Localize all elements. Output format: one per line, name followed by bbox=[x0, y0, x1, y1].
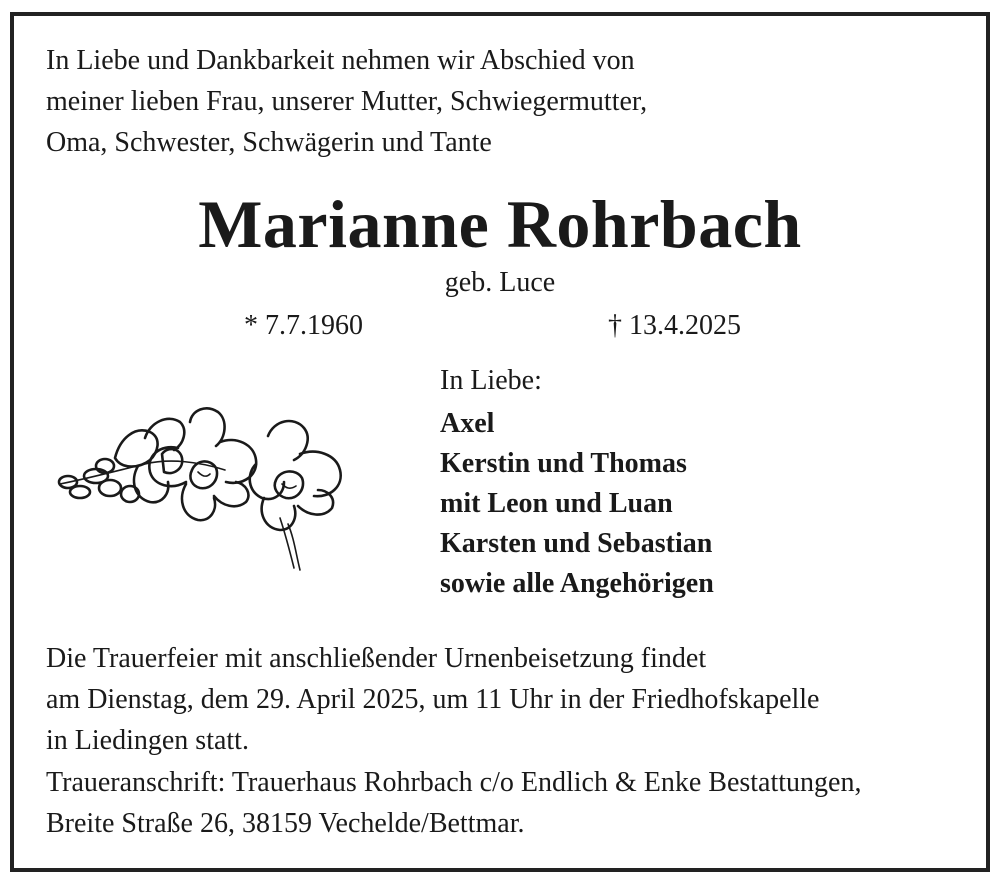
death-date: † 13.4.2025 bbox=[608, 310, 741, 341]
intro-line: Oma, Schwester, Schwägerin und Tante bbox=[46, 127, 492, 158]
mourners-list bbox=[440, 404, 714, 604]
mourner-name: Kerstin und Thomas bbox=[440, 448, 687, 479]
address-line: Traueranschrift: Trauerhaus Rohrbach c/o Endlich & Enke Bestattungen, bbox=[46, 767, 862, 798]
ceremony-line: in Liedingen statt. bbox=[46, 725, 249, 756]
ceremony-line: Die Trauerfeier mit anschließender Urnenbeisetzung findet bbox=[46, 643, 707, 674]
mourner-name: sowie alle Angehörigen bbox=[440, 568, 714, 599]
birth-date: * 7.7.1960 bbox=[244, 310, 363, 341]
mourner-name: Axel bbox=[440, 408, 495, 439]
intro-text bbox=[46, 40, 647, 163]
mourning-address bbox=[46, 762, 861, 844]
intro-line: In Liebe und Dankbarkeit nehmen wir Abschied von bbox=[46, 45, 635, 76]
ceremony-text bbox=[46, 638, 820, 761]
mourner-name: Karsten und Sebastian bbox=[440, 528, 713, 559]
mourner-name: mit Leon und Luan bbox=[440, 488, 673, 519]
deceased-name: Marianne Rohrbach bbox=[198, 186, 802, 262]
in-love-label: In Liebe: bbox=[440, 365, 542, 396]
maiden-name: geb. Luce bbox=[444, 267, 556, 298]
intro-line: meiner lieben Frau, unserer Mutter, Schwiegermutter, bbox=[46, 86, 648, 117]
address-line: Breite Straße 26, 38159 Vechelde/Bettmar. bbox=[46, 808, 525, 839]
orchid-branch-icon bbox=[50, 398, 370, 574]
ceremony-line: am Dienstag, dem 29. April 2025, um 11 Uhr in der Friedhofskapelle bbox=[46, 684, 820, 715]
